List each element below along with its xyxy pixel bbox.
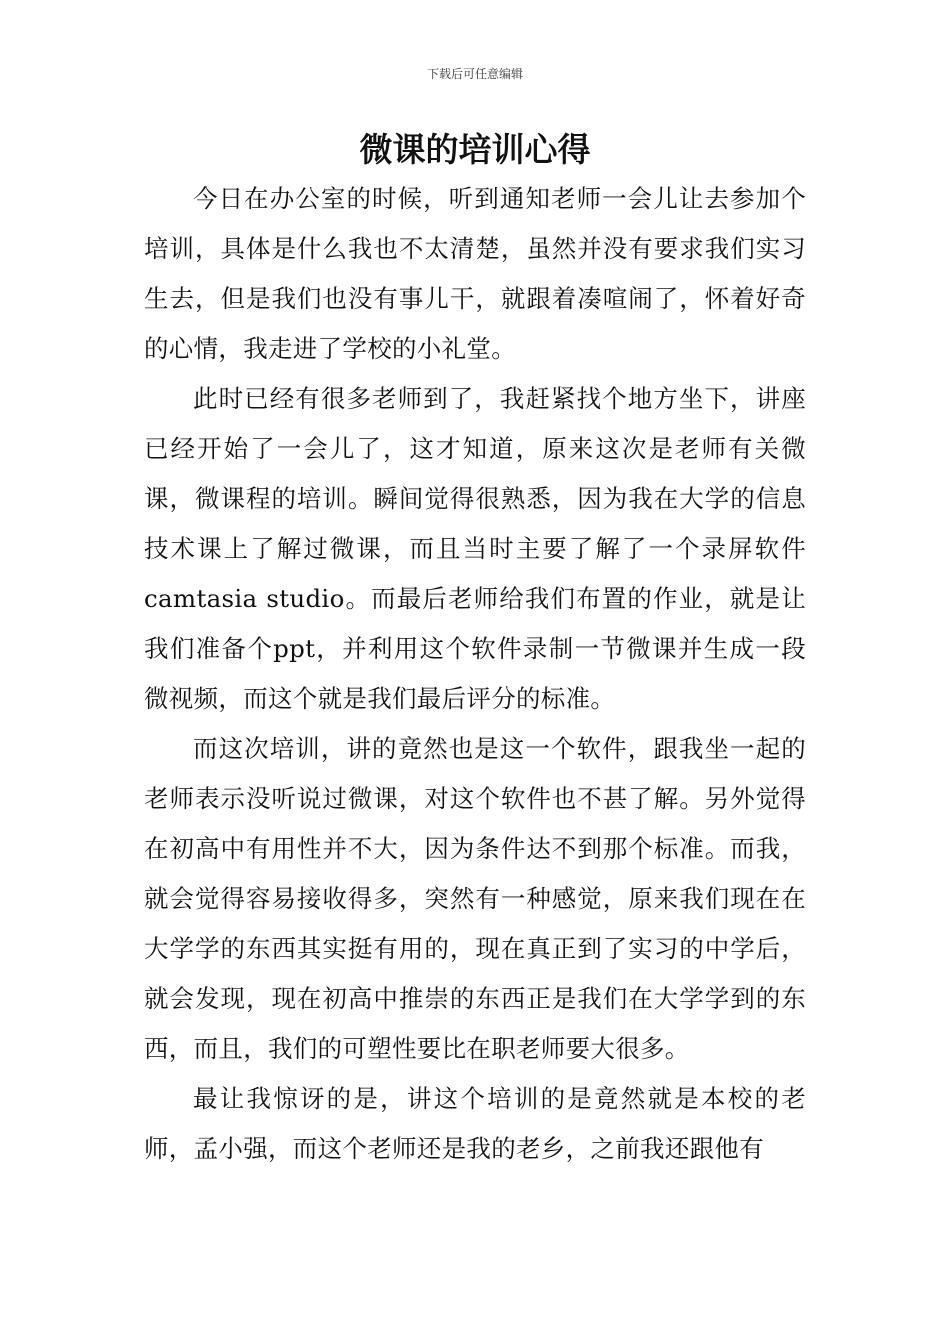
paragraph-3: 而这次培训，讲的竟然也是这一个软件，跟我坐一起的老师表示没听说过微课，对这个软件也不甚了解。另外觉得在初高中有用性并不大，因为条件达不到那个标准。而我，就会觉得容易接收得多，突然有一种感觉，原来我们现在在大学学的东西其实挺有用的，现在真正到了实习的中学后，就会发现，现在初高中推崇的东西正是我们在大学学到的东西，而且，我们的可塑性要比在职老师要大很多。 [144, 734, 806, 1063]
paragraph-1: 今日在办公室的时候，听到通知老师一会儿让去参加个培训，具体是什么我也不太清楚，虽然并没有要求我们实习生去，但是我们也没有事儿干，就跟着凑喧闹了，怀着好奇的心情，我走进了学校的小礼堂。 [144, 184, 806, 363]
header-note: 下载后可任意编辑 [426, 67, 523, 81]
document-title: 微课的培训心得 [359, 130, 591, 169]
paragraph-2: 此时已经有很多老师到了，我赶紧找个地方坐下，讲座已经开始了一会儿了，这才知道，原来这次是老师有关微课，微课程的培训。瞬间觉得很熟悉，因为我在大学的信息技术课上了解过微课，而且当时主要了解了一个录屏软件camtasia studio。而最后老师给我们布置的作业，就是让我们准备个ppt，并利用这个软件录制一节微课并生成一段微视频，而这个就是我们最后评分的标准。 [144, 384, 806, 713]
paragraph-4: 最让我惊讶的是，讲这个培训的是竟然就是本校的老师，孟小强，而这个老师还是我的老乡，之前我还跟他有 [144, 1084, 806, 1163]
document-body [144, 174, 806, 1174]
